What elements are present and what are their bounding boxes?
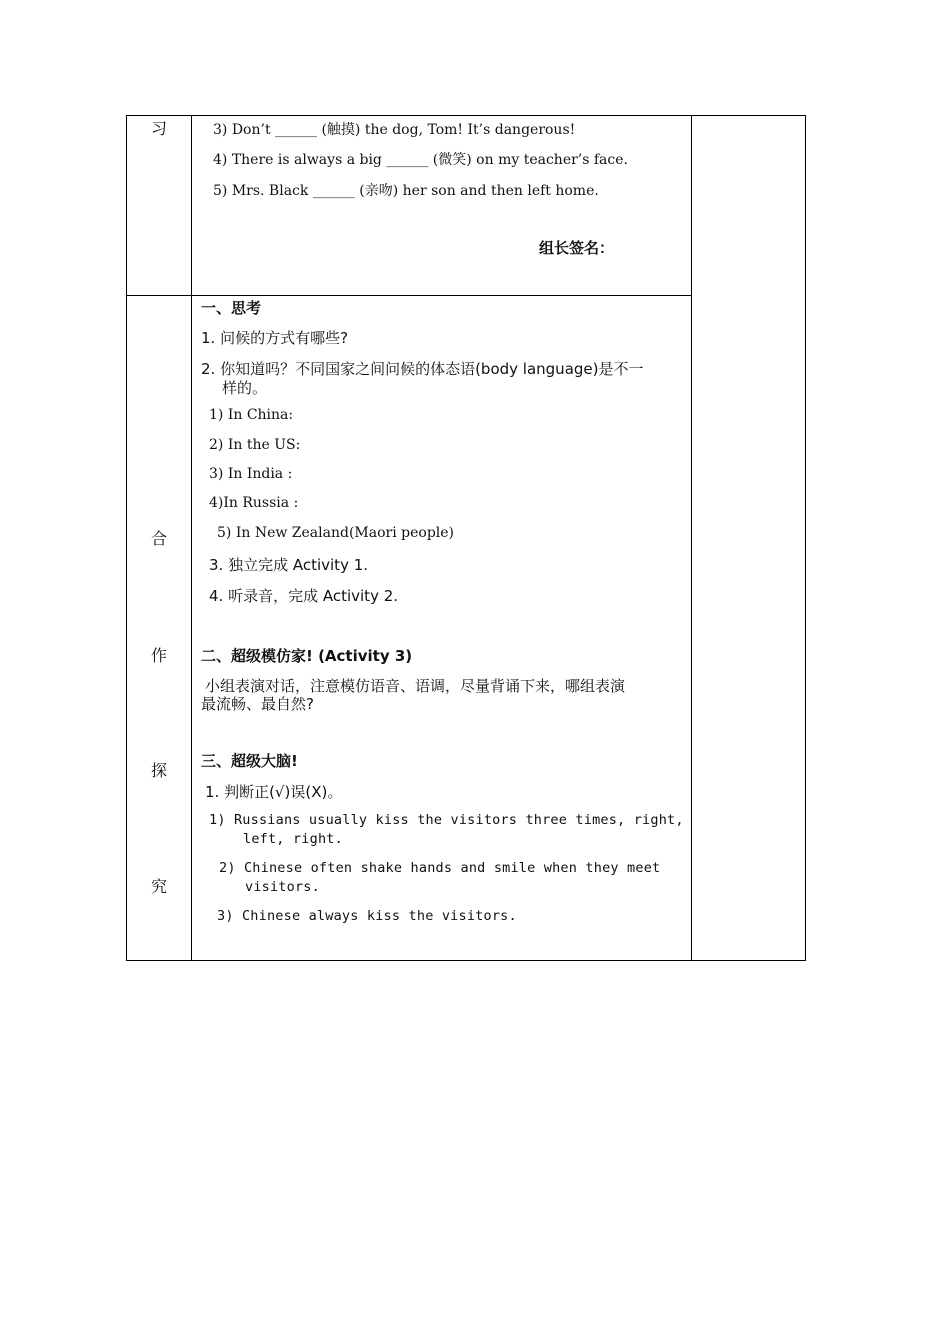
section1-question-3: 3. 独立完成 Activity 1. bbox=[209, 556, 369, 574]
country-new-zealand: 5) In New Zealand(Maori people) bbox=[217, 525, 455, 541]
exercise-item-5: 5) Mrs. Black ______ (亲吻) her son and then left home. bbox=[213, 183, 599, 199]
side-label-zuo: 作 bbox=[150, 646, 167, 665]
section2-instruction-line1: 小组表演对话，注意模仿语音、语调，尽量背诵下来，哪组表演 bbox=[205, 677, 626, 695]
column-divider-left bbox=[191, 116, 192, 960]
statement-1-line1: 1) Russians usually kiss the visitors three times, right, bbox=[209, 812, 684, 828]
row-divider bbox=[127, 295, 691, 296]
side-label-tan: 探 bbox=[150, 761, 167, 780]
side-label-jiu: 究 bbox=[150, 877, 167, 896]
statement-2-line2: visitors. bbox=[245, 879, 320, 895]
country-india: 3) In India : bbox=[209, 466, 293, 482]
country-china: 1) In China: bbox=[209, 407, 294, 423]
section2-heading: 二、超级模仿家! (Activity 3) bbox=[201, 647, 413, 665]
column-divider-right bbox=[691, 116, 692, 960]
section1-question-2-line1: 2. 你知道吗？不同国家之间问候的体态语(body language)是不一 bbox=[201, 360, 644, 378]
section2-instruction-line2: 最流畅、最自然? bbox=[201, 695, 314, 713]
section1-question-2-line2: 样的。 bbox=[222, 379, 268, 397]
section1-heading: 一、思考 bbox=[201, 299, 262, 317]
side-label-xi: 习 bbox=[150, 119, 167, 138]
side-label-he: 合 bbox=[150, 529, 167, 548]
statement-1-line2: left, right. bbox=[243, 831, 343, 847]
exercise-item-4: 4) There is always a big ______ (微笑) on my teacher’s face. bbox=[213, 152, 628, 168]
worksheet-table bbox=[126, 115, 806, 961]
statement-3: 3) Chinese always kiss the visitors. bbox=[217, 908, 517, 924]
section3-question-1: 1. 判断正(√)误(X)。 bbox=[205, 783, 343, 801]
section3-heading: 三、超级大脑! bbox=[201, 752, 298, 770]
section1-question-4: 4. 听录音，完成 Activity 2. bbox=[209, 587, 399, 605]
section1-question-1: 1. 问候的方式有哪些? bbox=[201, 329, 349, 347]
statement-2-line1: 2) Chinese often shake hands and smile when they meet bbox=[219, 860, 661, 876]
exercise-item-3: 3) Don’t ______ (触摸) the dog, Tom! It’s dangerous! bbox=[213, 122, 576, 138]
country-us: 2) In the US: bbox=[209, 437, 301, 453]
country-russia: 4)In Russia : bbox=[209, 495, 299, 511]
leader-signature-label: 组长签名： bbox=[539, 239, 615, 257]
